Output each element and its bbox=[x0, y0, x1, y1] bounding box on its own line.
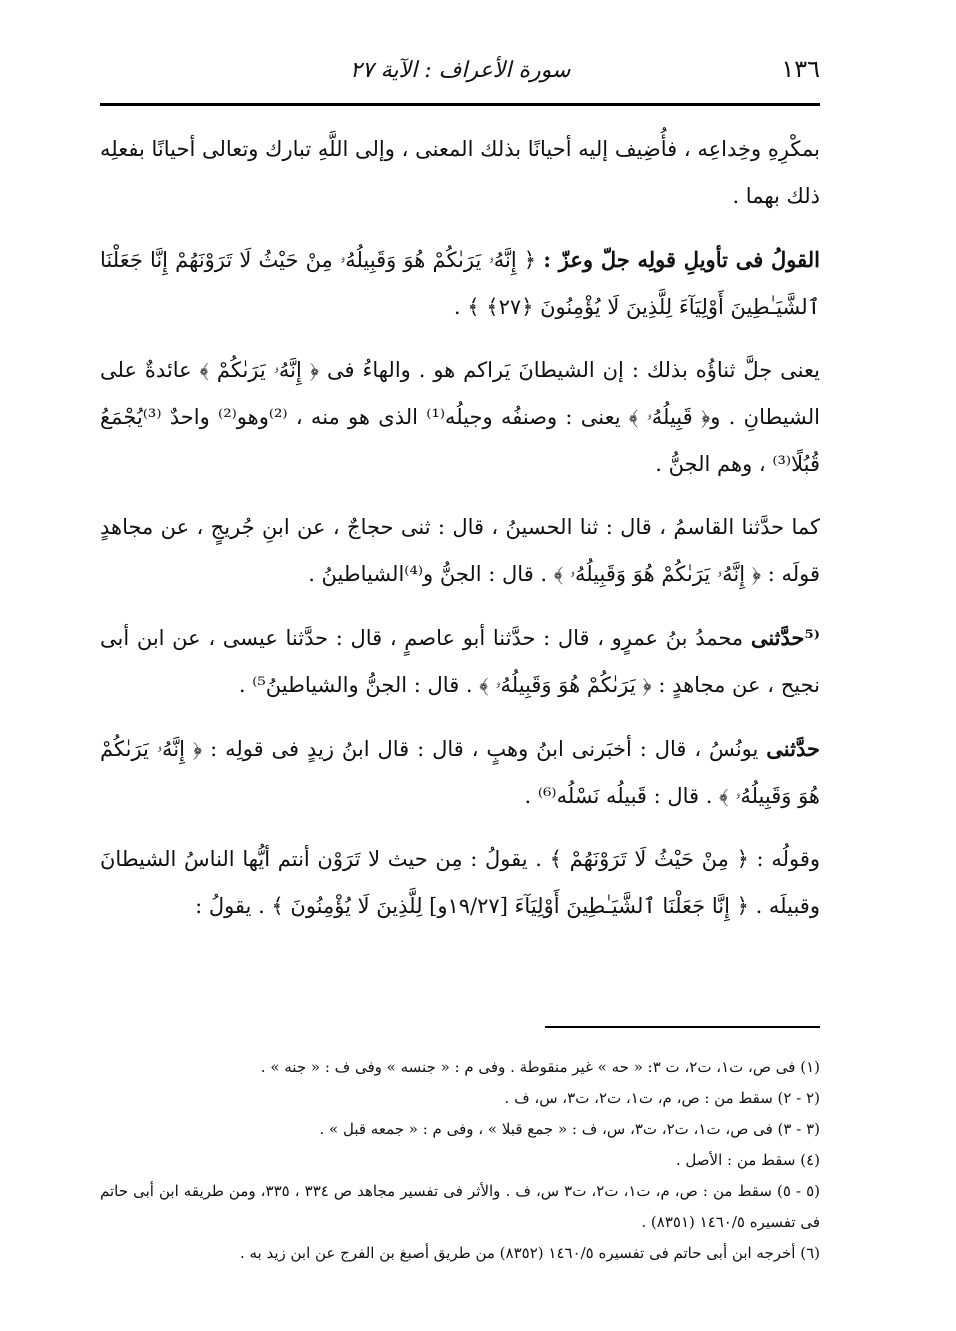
page-number: ١٣٦ bbox=[781, 55, 820, 83]
page-header bbox=[100, 55, 820, 99]
footnotes bbox=[100, 1052, 820, 1269]
paragraph-2 bbox=[100, 236, 820, 331]
footnote-5: (٥ - ٥) سقط من : ص، م، ت١، ت٢، ت٣ س، ف . والأثر فى تفسير مجاهد ص ٣٣٤ ، ٣٣٥، ومن طريقه ابن أبى حاتم فى تفسيره ١٤٦٠/٥ (٨٣٥١) . bbox=[100, 1182, 820, 1231]
footnote-rule bbox=[545, 1026, 820, 1028]
paragraph-text: كما حدَّثنا القاسمُ ، قال : ثنا الحسينُ ، قال : ثنى حجاجٌ ، عن ابنِ جُريجٍ ، عن مجاهدٍ قولَه : ﴿ إِنَّهُۥ يَرَىٰكُمْ هُوَ وَقَبِيلُهُۥ ﴾ . قال : الجنُّ و⁽⁴⁾الشياطينُ . bbox=[100, 515, 820, 586]
page-body bbox=[100, 55, 820, 946]
paragraph-text: يعنى جلَّ ثناؤُه بذلك : إن الشيطانَ يَراكم هو . والهاءُ فى ﴿ إِنَّهُۥ يَرَىٰكُمْ ﴾ عائدةٌ على الشيطانِ . و﴿ قَبِيلُهُۥ ﴾ يعنى : وصنفُه وجيلُه⁽¹⁾ الذى هو منه ، ⁽²⁾وهو⁽²⁾ واحدٌ ⁽³⁾يُجْمَعُ قُبُلًا⁽³⁾ ، وهم الجنُّ . bbox=[100, 358, 820, 476]
paragraph-1 bbox=[100, 126, 820, 220]
footnote-2: (٢ - ٢) سقط من : ص، م، ت١، ت٢، ت٣، س، ف . bbox=[504, 1089, 820, 1107]
footnote-6: (٦) أخرجه ابن أبى حاتم فى تفسيره ١٤٦٠/٥ (٨٣٥٢) من طريق أصبغ بن الفرج عن ابن زيد به . bbox=[239, 1244, 820, 1262]
paragraph-3 bbox=[100, 347, 820, 488]
paragraph-text: بمكْرِهِ وخِداعِه ، فأُضِيف إليه أحيانًا بذلك المعنى ، وإلى اللَّهِ تبارك وتعالى أحيانًا بفعلِه ذلك بهما . bbox=[100, 137, 820, 208]
footnote-4: (٤) سقط من : الأصل . bbox=[675, 1151, 820, 1169]
paragraph-lead: ⁽⁵حدَّثنى bbox=[750, 625, 821, 650]
paragraph-lead: حدَّثنى bbox=[766, 736, 820, 761]
header-rule bbox=[100, 103, 820, 106]
paragraph-6 bbox=[100, 725, 820, 820]
paragraph-5 bbox=[100, 614, 820, 709]
paragraph-text: وقولُه : ﴿ مِنْ حَيْثُ لَا تَرَوْنَهُمْ ﴾ . يقولُ : مِن حيث لا تَرَوْن أنتم أيُّها الناسُ الشيطانَ وقبيلَه . ﴿ إِنَّا جَعَلْنَا ٱلشَّيَـٰطِينَ أَوْلِيَآءَ [١٩/٢٧و] لِلَّذِينَ لَا يُؤْمِنُونَ ﴾ . يقولُ : bbox=[100, 847, 820, 918]
paragraph-text: محمدُ بنُ عمرٍو ، قال : حدَّثنا أبو عاصمٍ ، قال : حدَّثنا عيسى ، عن ابن أبى نجيح ، عن مجاهدٍ : ﴿ يَرَىٰكُمْ هُوَ وَقَبِيلُهُۥ ﴾ . قال : الجنُّ والشياطينُ⁵⁾ . bbox=[100, 626, 820, 697]
surah-title: سورة الأعراف : الآية ٢٧ bbox=[350, 58, 571, 83]
paragraph-lead: القولُ فى تأويلِ قولِه جلّ وعزّ : bbox=[543, 247, 820, 272]
footnote-3: (٣ - ٣) فى ص، ت١، ت٢، ت٣، س، ف : « جمع قبلا » ، وفى م : « جمعه قبل » . bbox=[319, 1120, 820, 1138]
footnote-1: (١) فى ص، ت١، ت٢، ت ٣: « حه » غير منقوطة . وفى م : « جنسه » وفى ف : « جنه » . bbox=[260, 1058, 820, 1076]
paragraph-4 bbox=[100, 504, 820, 598]
paragraph-text: يونُسُ ، قال : أخبَرنى ابنُ وهبٍ ، قال : قال ابنُ زيدٍ فى قولِه : ﴿ إِنَّهُۥ يَرَىٰكُمْ هُوَ وَقَبِيلُهُۥ ﴾ . قال : قَبيلُه نَسْلُه⁽⁶⁾ . bbox=[100, 737, 820, 808]
paragraph-7 bbox=[100, 836, 820, 930]
paragraph-text: ﴿ إِنَّهُۥ يَرَىٰكُمْ هُوَ وَقَبِيلُهُۥ مِنْ حَيْثُ لَا تَرَوْنَهُمْ إِنَّا جَعَلْنَا ٱلشَّيَـٰطِينَ أَوْلِيَآءَ لِلَّذِينَ لَا يُؤْمِنُونَ ﴿٢٧﴾ ﴾ . bbox=[100, 248, 820, 319]
